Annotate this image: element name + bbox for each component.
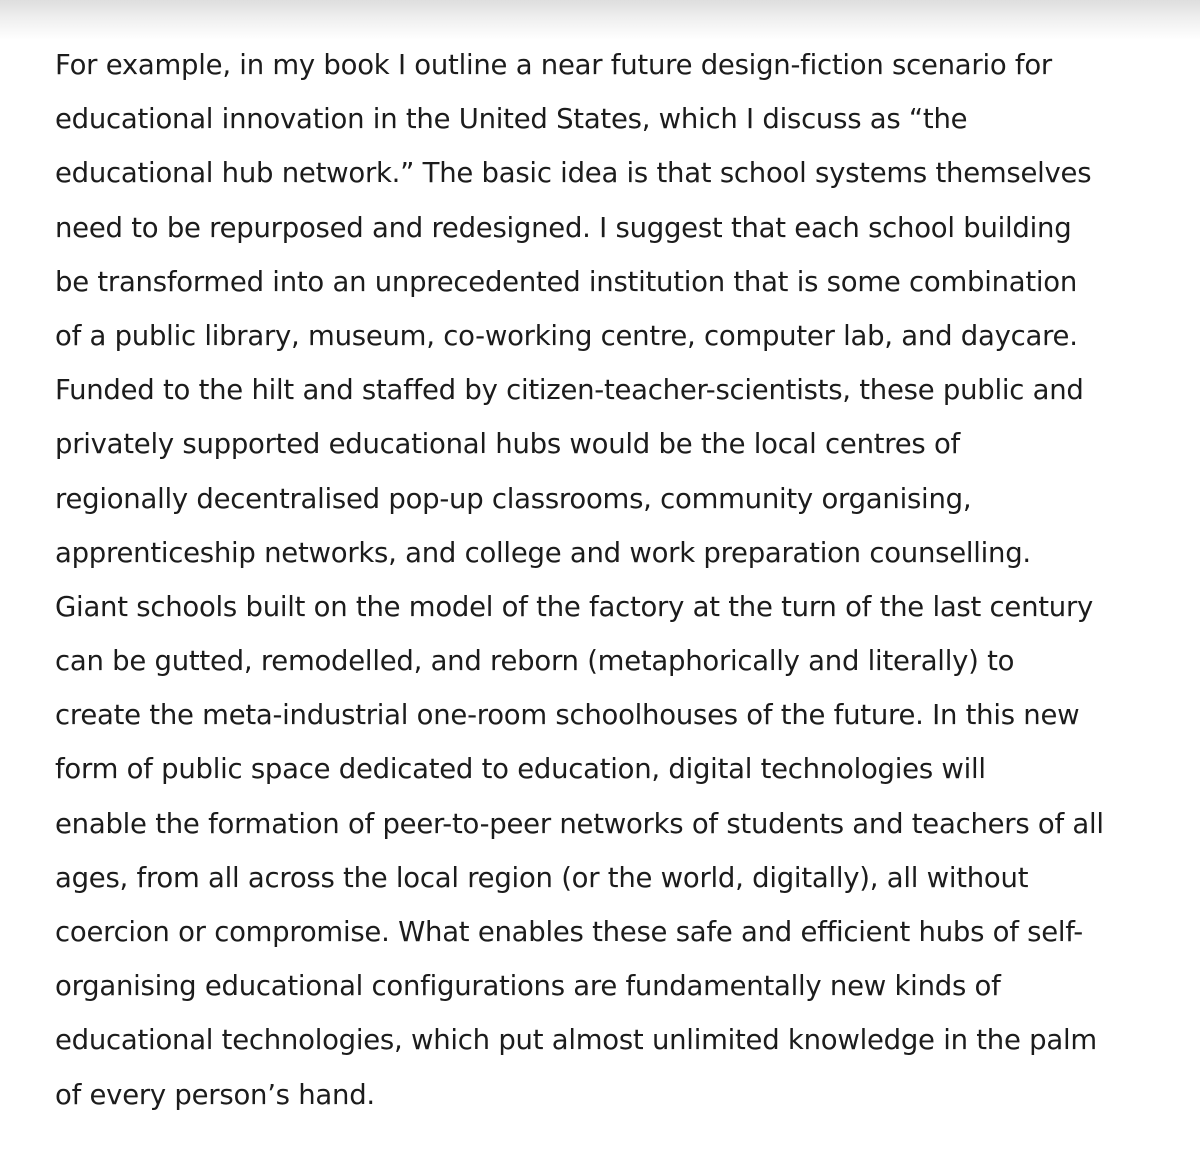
paragraph-line: For example, in my book I outline a near future design-fiction scenario for — [55, 49, 1052, 81]
paragraph-line: enable the formation of peer-to-peer networks of students and teachers of all — [55, 807, 1104, 840]
paragraph-line: educational technologies, which put almost unlimited knowledge in the palm — [55, 1024, 1097, 1057]
paragraph-line: privately supported educational hubs would be the local centres of — [55, 428, 960, 461]
paragraph-line: Funded to the hilt and staffed by citizen-teacher-scientists, these public and — [55, 374, 1084, 407]
paragraph — [55, 38, 1165, 1122]
paragraph-line: apprenticeship networks, and college and work preparation counselling. — [55, 536, 1031, 569]
paragraph-line: coercion or compromise. What enables these safe and efficient hubs of self- — [55, 916, 1083, 948]
paragraph-line: ages, from all across the local region (or the world, digitally), all without — [55, 861, 1029, 894]
top-edge-shadow — [0, 0, 1200, 40]
paragraph-line: can be gutted, remodelled, and reborn (metaphorically and literally) to — [55, 645, 1015, 678]
paragraph-line: organising educational configurations are fundamentally new kinds of — [55, 970, 1001, 1003]
paragraph-line: educational innovation in the United States, which I discuss as “the — [55, 103, 968, 136]
paragraph-line: of every person’s hand. — [55, 1078, 375, 1111]
paragraph-line: be transformed into an unprecedented institution that is some combination — [55, 265, 1078, 298]
paragraph-line: need to be repurposed and redesigned. I suggest that each school building — [55, 211, 1072, 244]
paragraph-line: create the meta-industrial one-room schoolhouses of the future. In this new — [55, 699, 1080, 732]
paragraph-line: form of public space dedicated to education, digital technologies will — [55, 753, 986, 786]
paragraph-line: of a public library, museum, co-working centre, computer lab, and daycare. — [55, 319, 1078, 352]
paragraph-line: Giant schools built on the model of the factory at the turn of the last century — [55, 590, 1094, 623]
paragraph-line: regionally decentralised pop-up classrooms, community organising, — [55, 482, 972, 515]
paragraph-line: educational hub network.” The basic idea is that school systems themselves — [55, 157, 1092, 190]
